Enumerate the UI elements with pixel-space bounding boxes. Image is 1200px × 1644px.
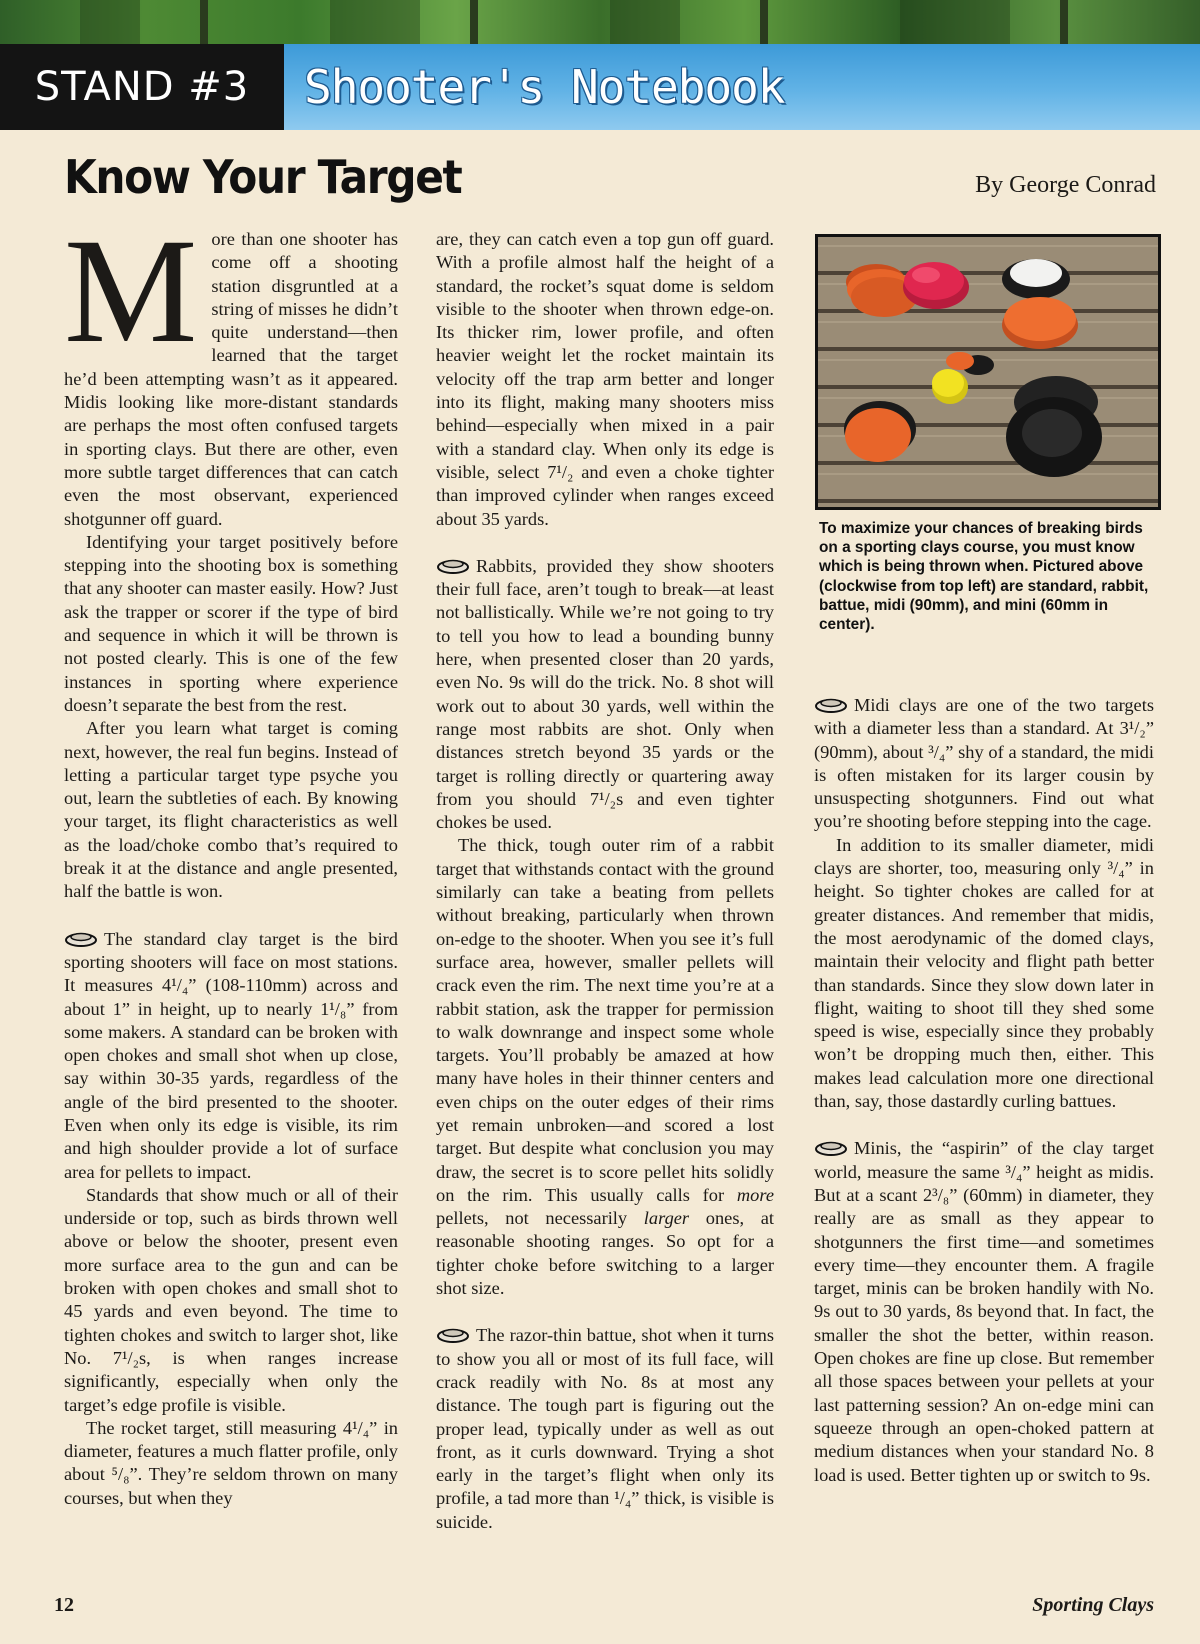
stand-block	[0, 44, 284, 130]
paragraph-text: Midi clays are one of the two targets with a diameter less than a standard. At 3¹/₂” (90mm), about ³/₄” shy of a standard, the midi is often mistaken for its larger cousin by unsuspecting shotgunners. Find out what you’re shooting before stepping into the cage.	[814, 695, 1154, 832]
paragraph-text: pellets, not necessarily	[436, 1208, 628, 1229]
section-block	[284, 44, 1200, 130]
paragraph-text: ore than one shooter has come off a shooting station disgruntled at a string of misses he didn’t quite understand—then learned that the target he’d been attempting wasn’t as it appeared. Midis looking like more-distant standards are perhaps the most often confused targets in sporting clays. But there are other, even more subtle target differences that can catch even the most observant, experienced shotgunner off guard.	[64, 229, 398, 529]
paragraph	[814, 1137, 1154, 1486]
paragraph	[436, 555, 774, 835]
paragraph	[64, 208, 398, 531]
paragraph: Standards that show much or all of their underside or top, such as birds thrown well above or below the shooter, present even more surface area to the gun and can be broken with open chokes and small shot to 45 yards and even beyond. The time to tighten chokes and switch to larger shot, like No. 7¹/₂s, is when ranges increase significantly, especially when only the target’s edge profile is visible.	[64, 1184, 398, 1415]
clay-target-icon	[436, 1327, 470, 1343]
header-photo-strip	[0, 0, 1200, 48]
emphasis: larger	[643, 1208, 690, 1229]
paragraph: Identifying your target positively before stepping into the shooting box is something that any shooter can master easily. How? Just ask the trapper or scorer if the type of bird and sequence in which it will be thrown is not posted clearly. This is one of the few instances in sporting where experience doesn’t separate the best from the rest.	[64, 531, 398, 715]
column-2	[436, 228, 774, 1534]
paragraph-text: ones, at reasonable shooting ranges. So opt for a tighter choke before switching to a larger shot size.	[436, 1208, 775, 1299]
page-number: 12	[54, 1594, 74, 1616]
section-header	[0, 44, 1200, 130]
section-label: Shooter's Notebook	[304, 60, 785, 114]
clay-target-icon	[64, 931, 98, 947]
stand-label: STAND #3	[34, 64, 250, 110]
clay-target-icon	[436, 558, 470, 574]
publication-name: Sporting Clays	[1032, 1594, 1154, 1616]
paragraph-text: Rabbits, provided they show shooters their full face, aren’t tough to break—at least not ballistically. While we’re not going to try to tell you how to lead a bounding bunny here, when presented closer than 20 yards, even No. 9s will do the trick. No. 8 shot will work out to about 30 yards, well within the range most rabbits are shot. Only when distances stretch beyond 35 yards or the target is rolling directly or quartering away from you should 7¹/₂s and even tighter chokes be used.	[436, 555, 774, 833]
paragraph: The rocket target, still measuring 4¹/₄” in diameter, features a much flatter profile, only about ⁵/₈”. They’re seldom thrown on many courses, but when they	[64, 1417, 398, 1508]
drop-cap: M	[64, 208, 198, 374]
clay-targets-photo	[815, 234, 1161, 510]
paragraph	[436, 834, 774, 1300]
paragraph-text: The thick, tough outer rim of a rabbit target that withstands contact with the ground similarly can take a beating from pellets without breaking, particularly when thrown on-edge to the shooter. When you see it’s full surface area, however, smaller pellets will crack even the rim. The next time you’re at a rabbit station, ask the trapper for permission to walk downrange and inspect some whole targets. You’ll probably be amazed at how many have holes in their thinner centers and even chips on the outer edges of their rims yet remain unbroken—and scored a lost target. But despite what conclusion you may draw, the secret is to score pellet hits solidly on the rim. This usually calls for	[436, 835, 774, 1205]
article-title: Know Your Target	[64, 150, 462, 204]
column-3	[814, 694, 1154, 1487]
emphasis: more	[736, 1184, 774, 1205]
paragraph: are, they can catch even a top gun off guard. With a profile almost half the height of a standard, the rocket’s squat dome is seldom visible to the shooter when thrown edge-on. Its thicker rim, lower profile, and often heavier weight let the rocket maintain its velocity off the trap arm better and longer into its flight, making many shooters miss behind—especially when mixed in a pair with a standard clay. When only its edge is visible, select 7¹/₂ and even a choke tighter than improved cylinder when ranges exceed about 35 yards.	[436, 229, 774, 529]
paragraph: In addition to its smaller diameter, midi clays are shorter, too, measuring only ³/₄” in height. So tighter chokes are called for at greater distances. And remember that midis, the most aerodynamic of the domed clays, maintain their velocity and flight path better than standards. Since they slow down later in flight, waiting to shoot till they shed some speed is wise, especially since they probably won’t be dropping much then, either. This makes lead calculation more one directional than, say, those dastardly curling battues.	[814, 834, 1154, 1112]
column-1	[64, 208, 398, 1510]
clay-target-icon	[814, 697, 848, 713]
clay-target-icon	[814, 1140, 848, 1156]
paragraph	[64, 928, 398, 1184]
paragraph: After you learn what target is coming next, however, the real fun begins. Instead of letting a particular target type psyche you out, learn the subtleties of each. By knowing your target, its flight characteristics as well as the load/choke combo that’s required to break it at the distance and angle presented, half the battle is won.	[64, 718, 398, 902]
paragraph-text: The standard clay target is the bird sporting shooters will face on most stations. It measures 4¹/₄” (108-110mm) across and about 1” in height, up to nearly 1¹/₈” from some makers. A standard can be broken with open chokes and small shot when up close, say within 30-35 yards, regardless of the angle of the bird presented to the shooter. Even when only its edge is visible, its rim and high shoulder provide a lot of surface area for pellets to impact.	[64, 928, 398, 1182]
paragraph-text: The razor-thin battue, shot when it turns to show you all or most of its full face, will crack readily with No. 8s at most any distance. The tough part is figuring out the proper lead, typically under as well as out front, as it curls downward. Trying a shot early in the target’s flight when only its profile, a tad more than ¹/₄” thick, is visible is suicide.	[436, 1325, 774, 1532]
paragraph	[814, 694, 1154, 834]
photo-caption: To maximize your chances of breaking birds on a sporting clays course, you must know which is being thrown when. Pictured above (clockwise from top left) are standard, rabbit, battue, midi (90mm), and mini (60mm in center).	[819, 520, 1149, 634]
paragraph-text: Minis, the “aspirin” of the clay target world, measure the same ³/₄” height as midis. But at a scant 2³/₈” (60mm) in diameter, they really are as small as they appear to shotgunners the first time—and sometimes every time—they encounter them. A fragile target, minis can be broken handily with No. 9s out to 30 yards, 8s beyond that. In fact, the smaller the shot the better, within reason. Open chokes are fine up close. But remember all those spaces between your pellets at your last patterning session? An on-edge mini can squeeze through an open-choked pattern at medium distances when your standard No. 8 load is used. Better tighten up or switch to 9s.	[814, 1138, 1154, 1485]
paragraph	[436, 1324, 774, 1534]
byline: By George Conrad	[975, 172, 1156, 198]
